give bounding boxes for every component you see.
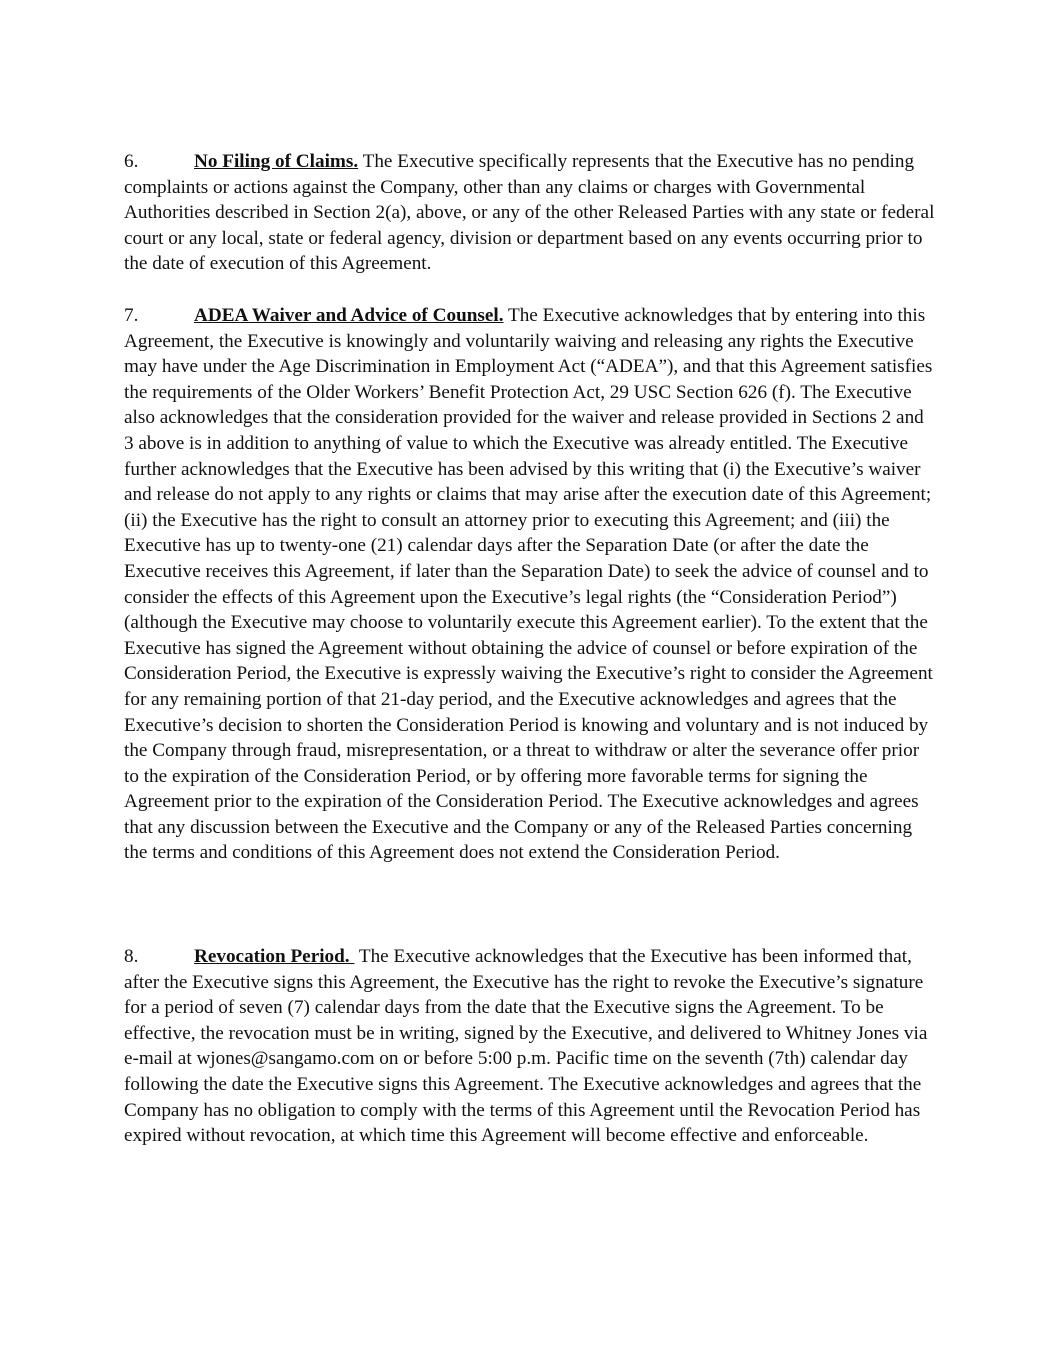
section-body: The Executive acknowledges that the Executive has been informed that, after the Executive signs this Agreement, the Executive has the right to revoke the Executive’s signature for a period of seven (7) calendar days from the date that the Executive signs the Agreement. To be effective, the revocation must be in writing, signed by the Executive, and delivered to Whitney Jones via e-mail at wjones@sangamo.com on or before 5:00 p.m. Pacific time on the seventh (7th) calendar day following the date the Executive signs this Agreement. The Executive acknowledges and agrees that the Company has no obligation to comply with the terms of this Agreement until the Revocation Period has expired without revocation, at which time this Agreement will become effective and enforceable.: [124, 946, 928, 1147]
section-heading: Revocation Period.: [194, 946, 355, 967]
section-no-filing-of-claims: [124, 149, 936, 277]
section-body: The Executive acknowledges that by entering into this Agreement, the Executive is knowingly and voluntarily waiving and releasing any rights the Executive may have under the Age Discrimination in Employment Act (“ADEA”), and that this Agreement satisfies the requirements of the Older Workers’ Benefit Protection Act, 29 USC Section 626 (f). The Executive also acknowledges that the consideration provided for the waiver and release provided in Sections 2 and 3 above is in addition to anything of value to which the Executive was already entitled. The Executive further acknowledges that the Executive has been advised by this writing that (i) the Executive’s waiver and release do not apply to any rights or claims that may arise after the execution date of this Agreement; (ii) the Executive has the right to consult an attorney prior to executing this Agreement; and (iii) the Executive has up to twenty-one (21) calendar days after the Separation Date (or after the date the Executive receives this Agreement, if later than the Separation Date) to seek the advice of counsel and to consider the effects of this Agreement upon the Executive’s legal rights (the “Consideration Period”) (although the Executive may choose to voluntarily execute this Agreement earlier). To the extent that the Executive has signed the Agreement without obtaining the advice of counsel or before expiration of the Consideration Period, the Executive is expressly waiving the Executive’s right to consider the Agreement for any remaining portion of that 21-day period, and the Executive acknowledges and agrees that the Executive’s decision to shorten the Consideration Period is knowing and voluntary and is not induced by the Company through fraud, misrepresentation, or a threat to withdraw or alter the severance offer prior to the expiration of the Consideration Period, or by offering more favorable terms for signing the Agreement prior to the expiration of the Consideration Period. The Executive acknowledges and agrees that any discussion between the Executive and the Company or any of the Released Parties concerning the terms and conditions of this Agreement does not extend the Consideration Period.: [124, 305, 933, 864]
section-revocation-period: [124, 944, 936, 1149]
section-number: 7.: [124, 305, 139, 326]
section-adea-waiver: [124, 303, 936, 866]
section-body: The Executive specifically represents that the Executive has no pending complaints or actions against the Company, other than any claims or charges with Governmental Authorities described in Section 2(a), above, or any of the other Released Parties with any state or federal court or any local, state or federal agency, division or department based on any events occurring prior to the date of execution of this Agreement.: [124, 151, 935, 275]
section-heading: No Filing of Claims.: [194, 151, 359, 172]
section-number: 6.: [124, 151, 139, 172]
section-heading: ADEA Waiver and Advice of Counsel.: [194, 305, 504, 326]
section-number: 8.: [124, 946, 139, 967]
